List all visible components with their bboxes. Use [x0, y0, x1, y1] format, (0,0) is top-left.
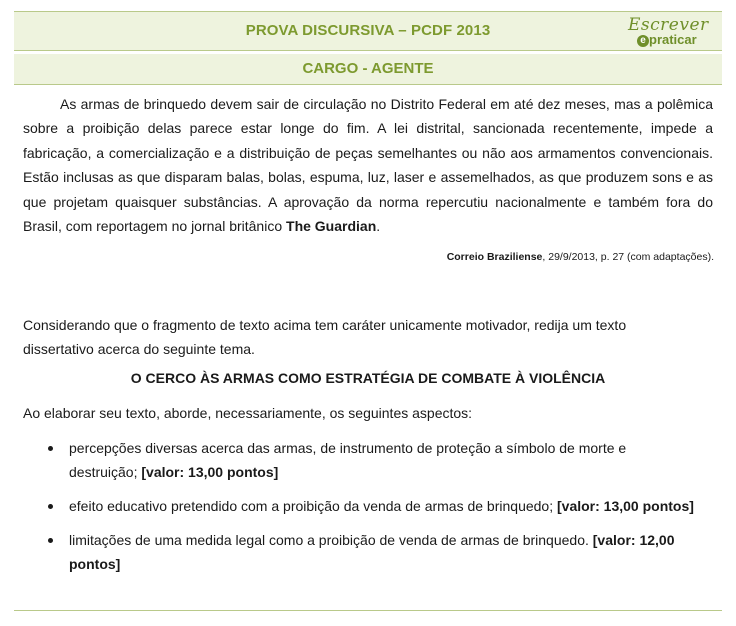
motivating-passage: [23, 92, 713, 238]
passage-source: [447, 251, 714, 263]
bottom-divider: [14, 610, 722, 611]
passage-newspaper: The Guardian: [286, 218, 377, 235]
aspect-value: [valor: 13,00 pontos]: [557, 498, 694, 514]
passage-end: .: [376, 218, 381, 235]
bullet-icon: [48, 446, 53, 451]
aspect-value: [valor: 12,00 pontos]: [69, 532, 675, 572]
passage-body: As armas de brinquedo devem sair de circulação no Distrito Federal em até dez meses, mas a polêmica sobre a proibição delas parece estar longe do fim. A lei distrital, sancionada recentemente, impede a fabricação, a comercialização e a distribuição de peças semelhantes ou não aos armamentos convencionais. Estão inclusas as que disparam balas, bolas, espuma, luz, laser e assemelhados, as que produzem sons e as que projetam quaisquer substâncias. A aprovação da norma repercutiu nacionalmente e também fora do Brasil, com reportagem no jornal britânico: [23, 96, 713, 235]
cargo-title: CARGO - AGENTE: [302, 60, 434, 77]
source-details: , 29/9/2013, p. 27 (com adaptações).: [542, 251, 714, 263]
logo-e-mark: e: [637, 35, 649, 47]
bullet-icon: [48, 538, 53, 543]
exam-title: PROVA DISCURSIVA – PCDF 2013: [245, 22, 491, 39]
aspect-item: percepções diversas acerca das armas, de instrumento de proteção a símbolo de morte e destruição; [valor: 13,00 pontos]: [24, 436, 689, 484]
escrever-praticar-logo: [628, 15, 708, 49]
header-frame: [14, 11, 722, 85]
cargo-header: [14, 54, 722, 85]
exam-header: [14, 11, 722, 51]
logo-word-top: Escrever: [628, 15, 709, 35]
aspects-list: [24, 436, 714, 576]
essay-theme: O CERCO ÀS ARMAS COMO ESTRATÉGIA DE COMBATE À VIOLÊNCIA: [130, 370, 606, 386]
aspects-intro: Ao elaborar seu texto, aborde, necessariamente, os seguintes aspectos:: [23, 405, 473, 421]
aspect-item: limitações de uma medida legal como a proibição de venda de armas de brinquedo. [valor: 12,00 pontos]: [24, 528, 709, 576]
logo-word-bottom: e praticar: [637, 32, 697, 47]
source-outlet: Correio Braziliense: [446, 251, 543, 263]
bullet-icon: [48, 504, 53, 509]
aspect-item: efeito educativo pretendido com a proibição da venda de armas de brinquedo; [valor: 13,00 pontos]: [24, 494, 699, 518]
aspect-value: [valor: 13,00 pontos]: [141, 464, 279, 480]
essay-prompt: Considerando que o fragmento de texto acima tem caráter unicamente motivador, redija um texto dissertativo acerca do seguinte tema.: [23, 317, 627, 358]
